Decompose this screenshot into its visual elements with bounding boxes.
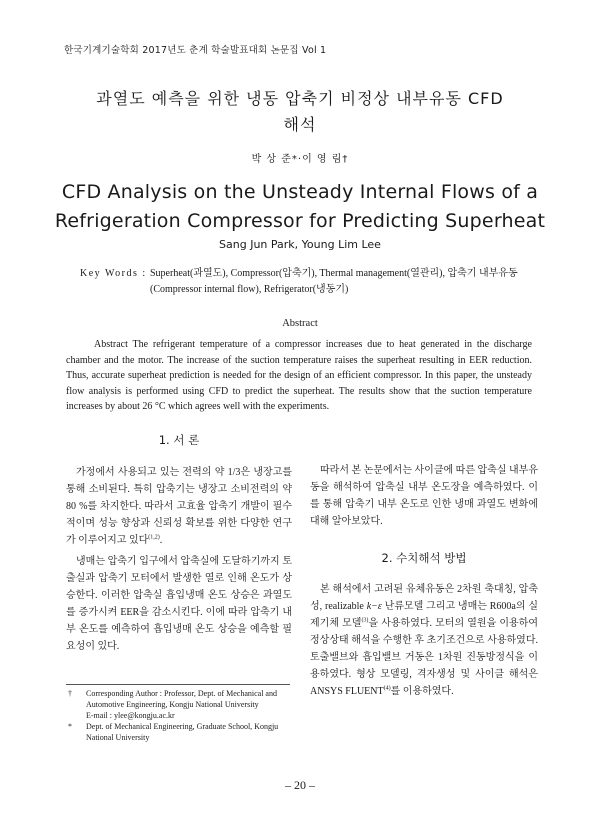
english-title — [30, 178, 570, 236]
running-header: 한국기계기술학회 2017년도 춘계 학술발표대회 논문집 Vol 1 — [64, 45, 327, 56]
korean-title-line-2: 해석 — [283, 115, 317, 134]
intro-paragraph-2: 냉매는 압축기 입구에서 압축실에 도달하기까지 토출실과 압축기 모터에서 발생한 열로 인해 온도가 상승한다. 이러한 압축실 흡입냉매 온도 상승은 과열도를 증가시켜 EER을 감소시킨다. 이에 따라 압축기 내부 온도를 예측하여 흡입냉매 온도 상승을 예측할 필요성이 있다. — [66, 556, 292, 652]
footnote-1-text: Corresponding Author : Professor, Dept. of Mechanical and Automotive Engineering, Kongju National University — [86, 689, 277, 709]
footnotes — [66, 688, 292, 743]
intro-paragraph-1-text: 가정에서 사용되고 있는 전력의 약 1/3은 냉장고를 통해 소비된다. 특히 압축기는 냉장고 소비전력의 약 80 %를 차지한다. 따라서 고효율 압축기 개발이 필수적이며 성능 향상과 신뢰성 확보를 위한 다양한 연구가 이루어지고 있다 — [66, 467, 292, 546]
keywords-text: Superheat(과열도), Compressor(압축기), Thermal management(열관리), 압축기 내부유동(Compressor internal flow), Refrigerator(냉동기) — [150, 268, 518, 295]
footnote-2-text: Dept. of Mechanical Engineering, Graduate School, Kongju National University — [86, 722, 279, 742]
footnote-corresponding-author — [66, 688, 292, 721]
method-text-a: 본 해석에서 고려된 유체유동은 2차원 축대칭, 압축성, realizable — [310, 584, 538, 612]
page-number: – 20 – — [285, 778, 315, 792]
english-title-line-2: Refrigeration Compressor for Predicting Superheat — [54, 210, 546, 232]
footnote-divider — [66, 684, 290, 685]
keywords-block — [80, 266, 540, 298]
keywords-label: Key Words : — [80, 268, 147, 279]
footnote-affiliation — [66, 721, 292, 743]
reference-1-2: (1,2) — [148, 534, 160, 541]
english-authors: Sang Jun Park, Young Lim Lee — [219, 238, 381, 251]
abstract-body: Abstract The refrigerant temperature of a compressor increases due to heat generated in the discharge chamber and the motor. The increase of the suction temperature raises the superheat resulting in EER reduction. Thus, accurate superheat prediction is needed for the design of an efficient compressor. In this paper, the unsteady flow analysis is performed using CFD to predict the superheat. The results show that the suction temperature increases by about 26 °C which agrees well with the experiments. — [66, 339, 532, 412]
dagger-mark: † — [68, 689, 72, 698]
right-column — [310, 462, 538, 700]
method-text-b: 난류모델 그리고 냉매는 R600a의 실제기체 모델 — [310, 601, 538, 629]
section-1-heading: 1. 서 론 — [158, 433, 200, 447]
footnote-email: E-mail : ylee@kongju.ac.kr — [86, 711, 175, 720]
korean-title-line-1: 과열도 예측을 위한 냉동 압축기 비정상 내부유동 CFD — [96, 89, 504, 108]
method-paragraph — [310, 581, 538, 700]
method-text-c: 을 사용하였다. 모터의 열원을 이용하여 정상상태 해석을 수행한 후 초기조건으로 사용하였다. 토출밸브와 흡입밸브 거동은 1차원 진동방정식을 이용하였다. 형상 모델링, 격자생성 및 사이클 해석은 ANSYS FLUENT — [310, 618, 538, 697]
reference-4: (4) — [383, 685, 391, 692]
korean-title — [40, 86, 560, 138]
asterisk-mark: * — [68, 722, 72, 731]
english-title-line-1: CFD Analysis on the Unsteady Internal Flows of a — [61, 181, 539, 203]
abstract-heading: Abstract — [282, 318, 318, 329]
left-column — [66, 432, 292, 655]
section-2-heading: 2. 수치해석 방법 — [381, 551, 467, 565]
method-text-d: 를 이용하였다. — [390, 686, 454, 697]
reference-3: (3) — [361, 617, 369, 624]
korean-authors: 박 상 준*·이 영 림† — [251, 154, 349, 165]
k-epsilon-symbol: k−ε — [366, 601, 382, 612]
intro-paragraph-3: 따라서 본 논문에서는 사이클에 따른 압축실 내부유동을 해석하여 압축실 내부 온도장을 예측하였다. 이를 통해 압축기 내부 온도로 인한 냉매 과열도 변화에 대해 알아보았다. — [310, 465, 538, 527]
intro-paragraph-1: 가정에서 사용되고 있는 전력의 약 1/3은 냉장고를 통해 소비된다. 특히 압축기는 냉장고 소비전력의 약 80 %를 차지한다. 따라서 고효율 압축기 개발이 필수적이며 성능 향상과 신뢰성 확보를 위한 다양한 연구가 이루어지고 있다$^{(1,2)}$. — [66, 467, 292, 546]
